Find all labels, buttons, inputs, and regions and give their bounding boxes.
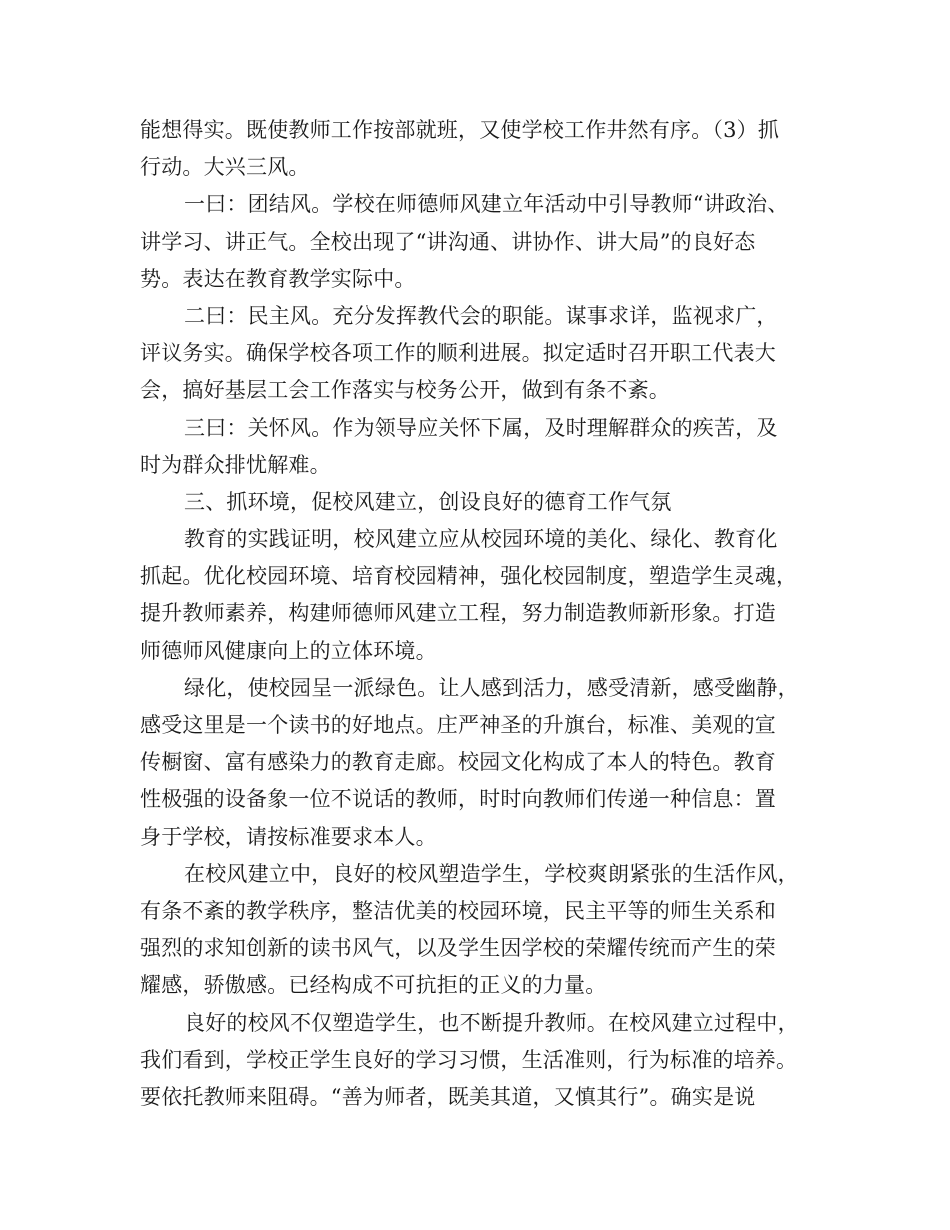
text-line: 师德师风健康向上的立体环境。 bbox=[140, 638, 437, 663]
text-line: 评议务实。确保学校各项工作的顺利进展。拟定适时召开职工代表大 bbox=[140, 341, 776, 366]
text-line: 一曰：团结风。学校在师德师风建立年活动中引导教师“讲政治、 bbox=[184, 192, 789, 217]
text-line: 能想得实。既使教师工作按部就班，又使学校工作井然有序。（3）抓 bbox=[140, 118, 780, 142]
text-line: 讲学习、讲正气。全校出现了“讲沟通、讲协作、讲大局”的良好态 bbox=[140, 229, 756, 254]
text-line: 有条不紊的教学秩序，整洁优美的校园环境，民主平等的师生关系和 bbox=[140, 898, 776, 923]
text-line: 要依托教师来阻碍。“善为师者，既美其道，又慎其行”。确实是说 bbox=[140, 1084, 756, 1109]
text-line: 二曰：民主风。充分发挥教代会的职能。谋事求详，监视求广， bbox=[184, 303, 778, 328]
text-line: 行动。大兴三风。 bbox=[140, 155, 310, 180]
text-line: 感受这里是一个读书的好地点。庄严神圣的升旗台，标准、美观的宣 bbox=[140, 713, 776, 737]
section-heading: 三、抓环境，促校风建立，创设良好的德育工作气氛 bbox=[184, 489, 672, 514]
text-line: 教育的实践证明，校风建立应从校园环境的美化、绿化、教育化 bbox=[184, 527, 778, 552]
text-line: 性极强的设备象一位不说话的教师，时时向教师们传递一种信息：置 bbox=[140, 787, 776, 812]
text-line: 绿化，使校园呈一派绿色。让人感到活力，感受清新，感受幽静， bbox=[184, 675, 799, 700]
document-body bbox=[140, 112, 820, 1116]
text-line: 三曰：关怀风。作为领导应关怀下属，及时理解群众的疾苦，及 bbox=[184, 415, 778, 440]
text-line: 身于学校，请按标准要求本人。 bbox=[140, 824, 437, 849]
text-line: 我们看到，学校正学生良好的学习习惯，生活准则，行为标准的培养。 bbox=[140, 1047, 798, 1072]
text-line: 在校风建立中，良好的校风塑造学生，学校爽朗紧张的生活作风， bbox=[184, 861, 799, 886]
text-line: 时为群众排忧解难。 bbox=[140, 452, 331, 477]
text-line: 传橱窗、富有感染力的教育走廊。校园文化构成了本人的特色。教育 bbox=[140, 750, 776, 775]
text-line: 提升教师素养，构建师德师风建立工程，努力制造教师新形象。打造 bbox=[140, 601, 776, 626]
text-line: 势。表达在教育教学实际中。 bbox=[140, 266, 416, 291]
text-line: 强烈的求知创新的读书风气，以及学生因学校的荣耀传统而产生的荣 bbox=[140, 936, 776, 961]
text-line: 耀感，骄傲感。已经构成不可抗拒的正义的力量。 bbox=[140, 973, 607, 998]
text-line: 会，搞好基层工会工作落实与校务公开，做到有条不紊。 bbox=[140, 378, 670, 403]
text-line: 良好的校风不仅塑造学生，也不断提升教师。在校风建立过程中， bbox=[184, 1010, 799, 1035]
text-line: 抓起。优化校园环境、培育校园精神，强化校园制度，塑造学生灵魂， bbox=[140, 564, 798, 589]
